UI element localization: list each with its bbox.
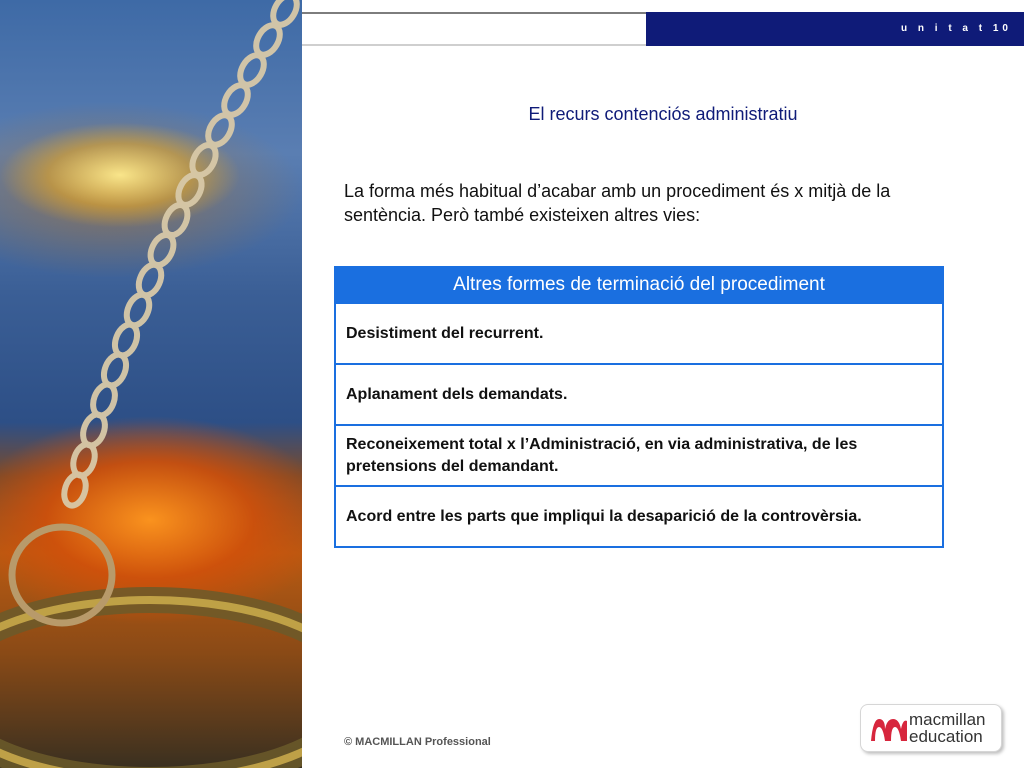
table-row: Reconeixement total x l’Administració, en via administrativa, de les pretensions del demandant. <box>336 424 942 485</box>
macmillan-education-logo <box>860 704 1002 752</box>
unit-label: u n i t a t 10 <box>646 12 1024 46</box>
termination-forms-table <box>334 266 944 548</box>
table-row: Acord entre les parts que impliqui la desaparició de la controvèrsia. <box>336 485 942 546</box>
slide-title: El recurs contenciós administratiu <box>528 104 798 124</box>
intro-paragraph: La forma més habitual d’acabar amb un procediment és x mitjà de la sentència. Però també existeixen altres vies: <box>344 181 891 225</box>
logo-wordmark <box>909 711 986 745</box>
table-header: Altres formes de terminació del procediment <box>336 268 942 302</box>
table-row: Desistiment del recurrent. <box>336 302 942 363</box>
scale-chain-photo <box>0 0 302 768</box>
copyright-notice: © MACMILLAN Professional <box>344 736 491 748</box>
header-bar-left <box>302 12 646 46</box>
logo-line1: macmillan <box>909 710 986 729</box>
macmillan-m-icon <box>869 713 909 743</box>
logo-line2: education <box>909 727 983 746</box>
table-row: Aplanament dels demandats. <box>336 363 942 424</box>
